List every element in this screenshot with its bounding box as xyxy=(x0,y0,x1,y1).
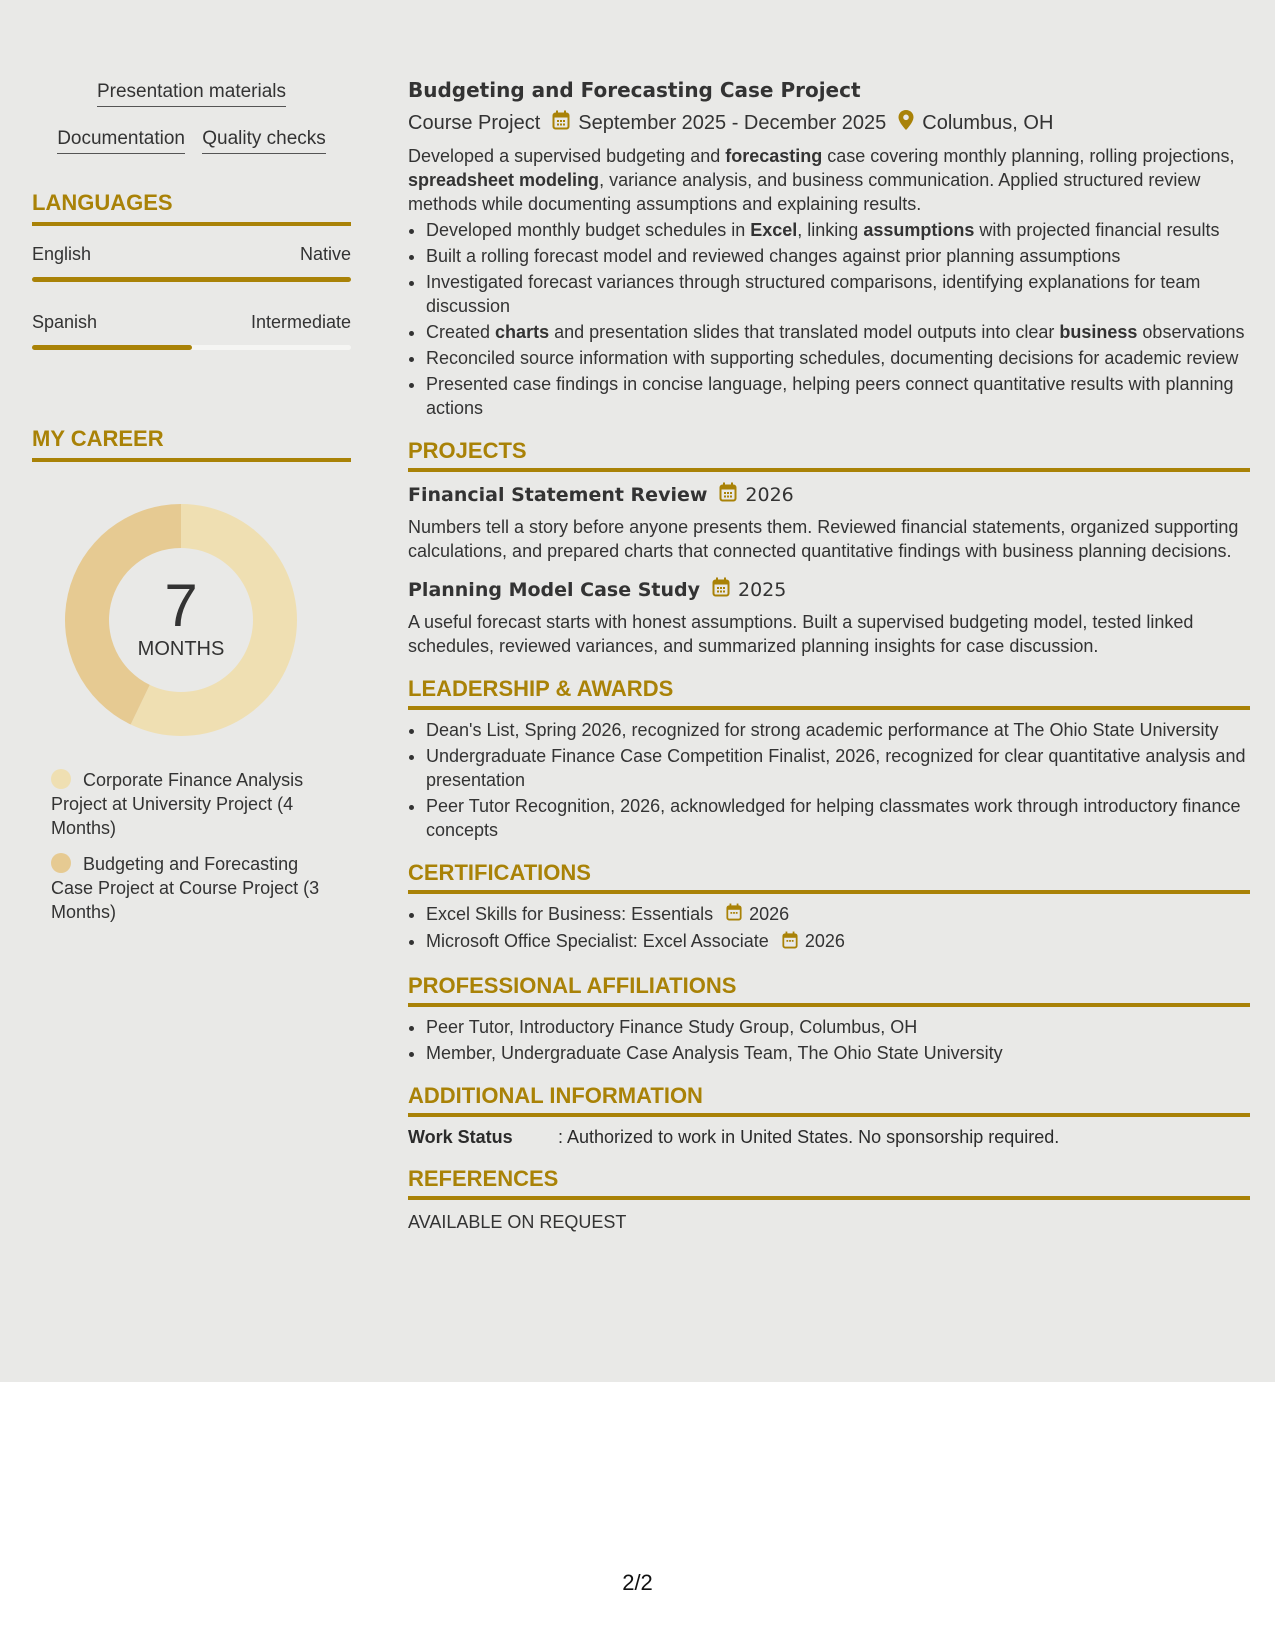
language-level: Native xyxy=(299,244,351,264)
projects-heading: PROJECTS xyxy=(408,438,1250,472)
certification-name: Microsoft Office Specialist: Excel Associate xyxy=(426,931,769,952)
career-unit: MONTHS xyxy=(137,638,225,660)
language-bar-fill xyxy=(32,345,192,350)
project-name: Planning Model Case Study xyxy=(408,578,700,601)
experience-title: Budgeting and Forecasting Case Project xyxy=(408,78,861,102)
experience-type: Course Project xyxy=(408,111,541,134)
legend-dot xyxy=(51,769,71,789)
experience-bullets xyxy=(408,218,1250,420)
certification-year: 2026 xyxy=(804,931,845,952)
list-item: • Peer Tutor Recognition, 2026, acknowledged for helping classmates work through introductory finance concepts xyxy=(426,794,1250,842)
project-description: Numbers tell a story before anyone presents them. Reviewed financial statements, organized supporting calculations, and prepared charts that connected quantitative findings with business planning decisions. xyxy=(408,517,1239,561)
language-bar-fill xyxy=(32,277,351,282)
page-number: 2/2 xyxy=(622,1570,653,1595)
project-description: A useful forecast starts with honest assumptions. Built a supervised budgeting model, tested linked schedules, reviewed variances, and summarized planning insights for case discussion. xyxy=(408,612,1194,656)
language-bar xyxy=(32,345,351,350)
skills-row xyxy=(32,127,351,154)
project-title xyxy=(408,482,1250,507)
career-heading: MY CAREER xyxy=(32,426,351,462)
list-item: • Built a rolling forecast model and reviewed changes against prior planning assumptions xyxy=(426,244,1250,268)
affiliations-heading: PROFESSIONAL AFFILIATIONS xyxy=(408,973,1250,1007)
experience-summary: Developed a supervised budgeting and forecasting case covering monthly planning, rolling projections, spreadsheet modeling, variance analysis, and business communication. Applied structured review methods while documenting assumptions and explaining results. xyxy=(408,146,1235,214)
language-name: Spanish xyxy=(32,312,98,332)
language-name: English xyxy=(32,244,92,264)
calendar-icon xyxy=(712,577,730,602)
list-item: • Member, Undergraduate Case Analysis Team, The Ohio State University xyxy=(426,1041,1250,1065)
language-item xyxy=(32,244,351,282)
skill-tag: Quality checks xyxy=(202,127,326,154)
list-item xyxy=(426,902,1250,927)
list-item: • Dean's List, Spring 2026, recognized for strong academic performance at The Ohio State University xyxy=(426,718,1250,742)
right-column xyxy=(408,78,1250,1233)
project-year: 2026 xyxy=(745,483,794,506)
legend-item xyxy=(51,852,321,924)
skills-tags xyxy=(32,80,351,154)
list-item xyxy=(426,929,1250,954)
certification-year: 2026 xyxy=(749,904,790,924)
skills-row xyxy=(32,80,351,107)
references-heading: REFERENCES xyxy=(408,1166,1250,1200)
list-item: • Reconciled source information with supporting schedules, documenting decisions for academic review xyxy=(426,346,1250,370)
skill-tag: Presentation materials xyxy=(97,80,286,107)
language-level: Intermediate xyxy=(250,312,351,332)
certification-name: Excel Skills for Business: Essentials xyxy=(426,904,714,924)
list-item: • Investigated forecast variances through structured comparisons, identifying explanations for team discussion xyxy=(426,270,1250,318)
career-total: 7 xyxy=(164,572,198,639)
career-donut xyxy=(65,504,297,736)
project-name: Financial Statement Review xyxy=(408,483,708,506)
experience-meta xyxy=(408,110,1250,136)
work-status-label: Work Status xyxy=(408,1126,513,1147)
experience-location: Columbus, OH xyxy=(922,111,1054,134)
project-year: 2025 xyxy=(738,578,787,601)
references-text: AVAILABLE ON REQUEST xyxy=(408,1211,627,1232)
affiliations-list xyxy=(408,1015,1250,1065)
calendar-icon xyxy=(719,482,737,507)
legend-label: Corporate Finance Analysis Project at University Project (4 Months) xyxy=(51,770,304,838)
calendar-icon xyxy=(552,110,570,136)
map-pin-icon xyxy=(898,110,914,136)
project-title xyxy=(408,577,1250,602)
certifications-list xyxy=(408,902,1250,955)
legend-item xyxy=(51,768,321,840)
list-item: • Undergraduate Finance Case Competition Finalist, 2026, recognized for clear quantitative analysis and presentation xyxy=(426,744,1250,792)
list-item: • Developed monthly budget schedules in Excel, linking assumptions with projected financial results xyxy=(426,218,1250,242)
career-legend xyxy=(51,768,351,924)
additional-heading: ADDITIONAL INFORMATION xyxy=(408,1083,1250,1117)
language-bar xyxy=(32,277,351,282)
list-item: • Created charts and presentation slides that translated model outputs into clear business observations xyxy=(426,320,1250,344)
leadership-list xyxy=(408,718,1250,842)
left-column xyxy=(32,80,351,936)
skill-tag: Documentation xyxy=(57,127,185,154)
list-item: • Presented case findings in concise language, helping peers connect quantitative results with planning actions xyxy=(426,372,1250,420)
calendar-icon xyxy=(726,903,742,927)
work-status-value: : Authorized to work in United States. No sponsorship required. xyxy=(558,1126,1060,1147)
legend-label: Budgeting and Forecasting Case Project at Course Project (3 Months) xyxy=(51,854,320,922)
leadership-heading: LEADERSHIP & AWARDS xyxy=(408,676,1250,710)
languages-heading: LANGUAGES xyxy=(32,190,351,226)
work-status-row xyxy=(408,1127,1250,1148)
language-item xyxy=(32,312,351,350)
legend-dot xyxy=(51,853,71,873)
calendar-icon xyxy=(782,931,798,955)
certifications-heading: CERTIFICATIONS xyxy=(408,860,1250,894)
list-item: • Peer Tutor, Introductory Finance Study Group, Columbus, OH xyxy=(426,1015,1250,1039)
experience-dates: September 2025 - December 2025 xyxy=(578,111,887,134)
